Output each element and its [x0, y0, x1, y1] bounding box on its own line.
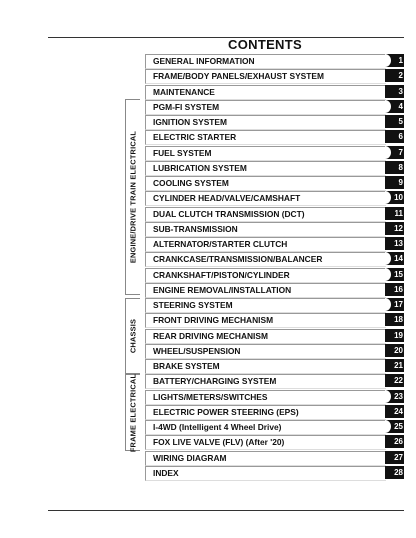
- toc-entry[interactable]: [145, 176, 386, 191]
- section-tab[interactable]: [385, 390, 404, 403]
- toc-entry-label: ENGINE REMOVAL/INSTALLATION: [153, 285, 292, 295]
- toc-entry-label: FOX LIVE VALVE (FLV) (After '20): [153, 437, 285, 447]
- tab-number: 14: [394, 254, 403, 263]
- tab-number: 19: [394, 331, 403, 340]
- toc-entry[interactable]: [145, 329, 386, 344]
- toc-entry-label: CRANKSHAFT/PISTON/CYLINDER: [153, 270, 290, 280]
- toc-entry-label: LIGHTS/METERS/SWITCHES: [153, 392, 268, 402]
- tab-number: 17: [394, 300, 403, 309]
- tab-number: 3: [398, 87, 403, 96]
- toc-entry-label: BATTERY/CHARGING SYSTEM: [153, 376, 277, 386]
- tab-number: 13: [394, 239, 403, 248]
- toc-entry[interactable]: [145, 237, 386, 252]
- section-tab[interactable]: [385, 115, 404, 128]
- toc-entry[interactable]: [145, 115, 386, 130]
- section-tab[interactable]: [385, 420, 404, 433]
- toc-entry[interactable]: [145, 69, 386, 84]
- toc-entry-label: IGNITION SYSTEM: [153, 117, 227, 127]
- tab-number: 12: [394, 224, 403, 233]
- section-label: CHASSIS: [128, 318, 138, 354]
- section-tab[interactable]: [385, 146, 404, 159]
- tab-number: 11: [394, 209, 403, 218]
- section-tab[interactable]: [385, 283, 404, 296]
- section-label: FRAME ELECTRICAL: [128, 373, 138, 452]
- toc-entry[interactable]: [145, 85, 386, 100]
- section-tab[interactable]: [385, 359, 404, 372]
- tab-notch: [385, 298, 391, 311]
- toc-entry[interactable]: [145, 451, 386, 466]
- toc-entry[interactable]: [145, 191, 386, 206]
- section-tab[interactable]: [385, 466, 404, 479]
- section-tab[interactable]: [385, 313, 404, 326]
- tab-notch: [385, 191, 391, 204]
- toc-entry[interactable]: [145, 313, 386, 328]
- toc-entry-label: FUEL SYSTEM: [153, 148, 212, 158]
- toc-entry-label: ALTERNATOR/STARTER CLUTCH: [153, 239, 288, 249]
- toc-entry[interactable]: [145, 207, 386, 222]
- tab-number: 9: [398, 178, 403, 187]
- toc-entry[interactable]: [145, 359, 386, 374]
- tab-number: 4: [398, 102, 403, 111]
- tab-notch: [385, 100, 391, 113]
- section-tab[interactable]: [385, 268, 404, 281]
- section-tab[interactable]: [385, 191, 404, 204]
- toc-entry-label: INDEX: [153, 468, 179, 478]
- section-tab[interactable]: [385, 54, 404, 67]
- toc-entry[interactable]: [145, 435, 386, 450]
- toc-entry-label: I-4WD (Intelligent 4 Wheel Drive): [153, 422, 282, 432]
- toc-entry[interactable]: [145, 298, 386, 313]
- section-tab[interactable]: [385, 451, 404, 464]
- tab-number: 1: [398, 56, 403, 65]
- section-tab[interactable]: [385, 100, 404, 113]
- toc-entry-label: COOLING SYSTEM: [153, 178, 229, 188]
- tab-number: 15: [394, 270, 403, 279]
- toc-entry[interactable]: [145, 405, 386, 420]
- toc-entry[interactable]: [145, 161, 386, 176]
- tab-number: 20: [394, 346, 403, 355]
- tab-number: 18: [394, 315, 403, 324]
- toc-entry-label: ELECTRIC STARTER: [153, 132, 237, 142]
- toc-entry-label: LUBRICATION SYSTEM: [153, 163, 247, 173]
- toc-entry[interactable]: [145, 130, 386, 145]
- section-tab[interactable]: [385, 329, 404, 342]
- toc-entry[interactable]: [145, 100, 386, 115]
- toc-entry[interactable]: [145, 283, 386, 298]
- toc-entry-label: REAR DRIVING MECHANISM: [153, 331, 268, 341]
- toc-entry-label: FRONT DRIVING MECHANISM: [153, 315, 274, 325]
- toc-entry-label: DUAL CLUTCH TRANSMISSION (DCT): [153, 209, 305, 219]
- toc-entry[interactable]: [145, 466, 386, 481]
- tab-number: 10: [394, 193, 403, 202]
- toc-entry[interactable]: [145, 374, 386, 389]
- section-tab[interactable]: [385, 130, 404, 143]
- section-frame-electrical: [125, 374, 140, 451]
- tab-number: 7: [398, 148, 403, 157]
- section-label: ENGINE/DRIVE TRAIN ELECTRICAL: [128, 130, 138, 264]
- tab-notch: [385, 146, 391, 159]
- toc-entry-label: STEERING SYSTEM: [153, 300, 233, 310]
- tab-number: 21: [394, 361, 403, 370]
- toc-entry-label: CYLINDER HEAD/VALVE/CAMSHAFT: [153, 193, 301, 203]
- section-tab[interactable]: [385, 222, 404, 235]
- section-tab[interactable]: [385, 405, 404, 418]
- toc-entry[interactable]: [145, 222, 386, 237]
- section-tab[interactable]: [385, 69, 404, 82]
- toc-entry-label: GENERAL INFORMATION: [153, 56, 255, 66]
- tab-number: 5: [398, 117, 403, 126]
- toc-entry-label: PGM-FI SYSTEM: [153, 102, 220, 112]
- section-tab[interactable]: [385, 176, 404, 189]
- section-tab[interactable]: [385, 252, 404, 265]
- section-tab[interactable]: [385, 298, 404, 311]
- toc-entry-label: WHEEL/SUSPENSION: [153, 346, 241, 356]
- tab-notch: [385, 268, 391, 281]
- toc-entry-label: CRANKCASE/TRANSMISSION/BALANCER: [153, 254, 323, 264]
- toc-entry-label: WIRING DIAGRAM: [153, 453, 227, 463]
- tab-notch: [385, 54, 391, 67]
- section-tab[interactable]: [385, 85, 404, 98]
- toc-entry[interactable]: [145, 344, 386, 359]
- toc-entry[interactable]: [145, 54, 386, 69]
- section-tab[interactable]: [385, 161, 404, 174]
- tab-number: 2: [398, 71, 403, 80]
- tab-notch: [385, 420, 391, 433]
- section-engine-drivetrain-electrical: [125, 99, 140, 295]
- section-tab[interactable]: [385, 374, 404, 387]
- toc-entry-label: MAINTENANCE: [153, 87, 215, 97]
- tab-notch: [385, 252, 391, 265]
- toc-entry[interactable]: [145, 146, 386, 161]
- tab-notch: [385, 390, 391, 403]
- section-tab[interactable]: [385, 435, 404, 448]
- tab-number: 24: [394, 407, 403, 416]
- tab-number: 25: [394, 422, 403, 431]
- tab-number: 22: [394, 376, 403, 385]
- tab-number: 28: [394, 468, 403, 477]
- section-tab[interactable]: [385, 237, 404, 250]
- toc-entry[interactable]: [145, 252, 386, 267]
- section-chassis: [125, 298, 140, 374]
- section-tab[interactable]: [385, 344, 404, 357]
- tab-number: 26: [394, 437, 403, 446]
- section-tab[interactable]: [385, 207, 404, 220]
- tab-number: 6: [398, 132, 403, 141]
- page-title: CONTENTS: [228, 37, 302, 52]
- toc-entry[interactable]: [145, 390, 386, 405]
- toc-entry-label: BRAKE SYSTEM: [153, 361, 220, 371]
- toc-entry-label: FRAME/BODY PANELS/EXHAUST SYSTEM: [153, 71, 324, 81]
- bottom-rule: [48, 510, 404, 511]
- tab-number: 27: [394, 453, 403, 462]
- toc-entry-label: SUB-TRANSMISSION: [153, 224, 238, 234]
- tab-number: 8: [398, 163, 403, 172]
- toc-entry-label: ELECTRIC POWER STEERING (EPS): [153, 407, 299, 417]
- toc-entry[interactable]: [145, 268, 386, 283]
- tab-number: 23: [394, 392, 403, 401]
- toc-entry[interactable]: [145, 420, 386, 435]
- tab-number: 16: [394, 285, 403, 294]
